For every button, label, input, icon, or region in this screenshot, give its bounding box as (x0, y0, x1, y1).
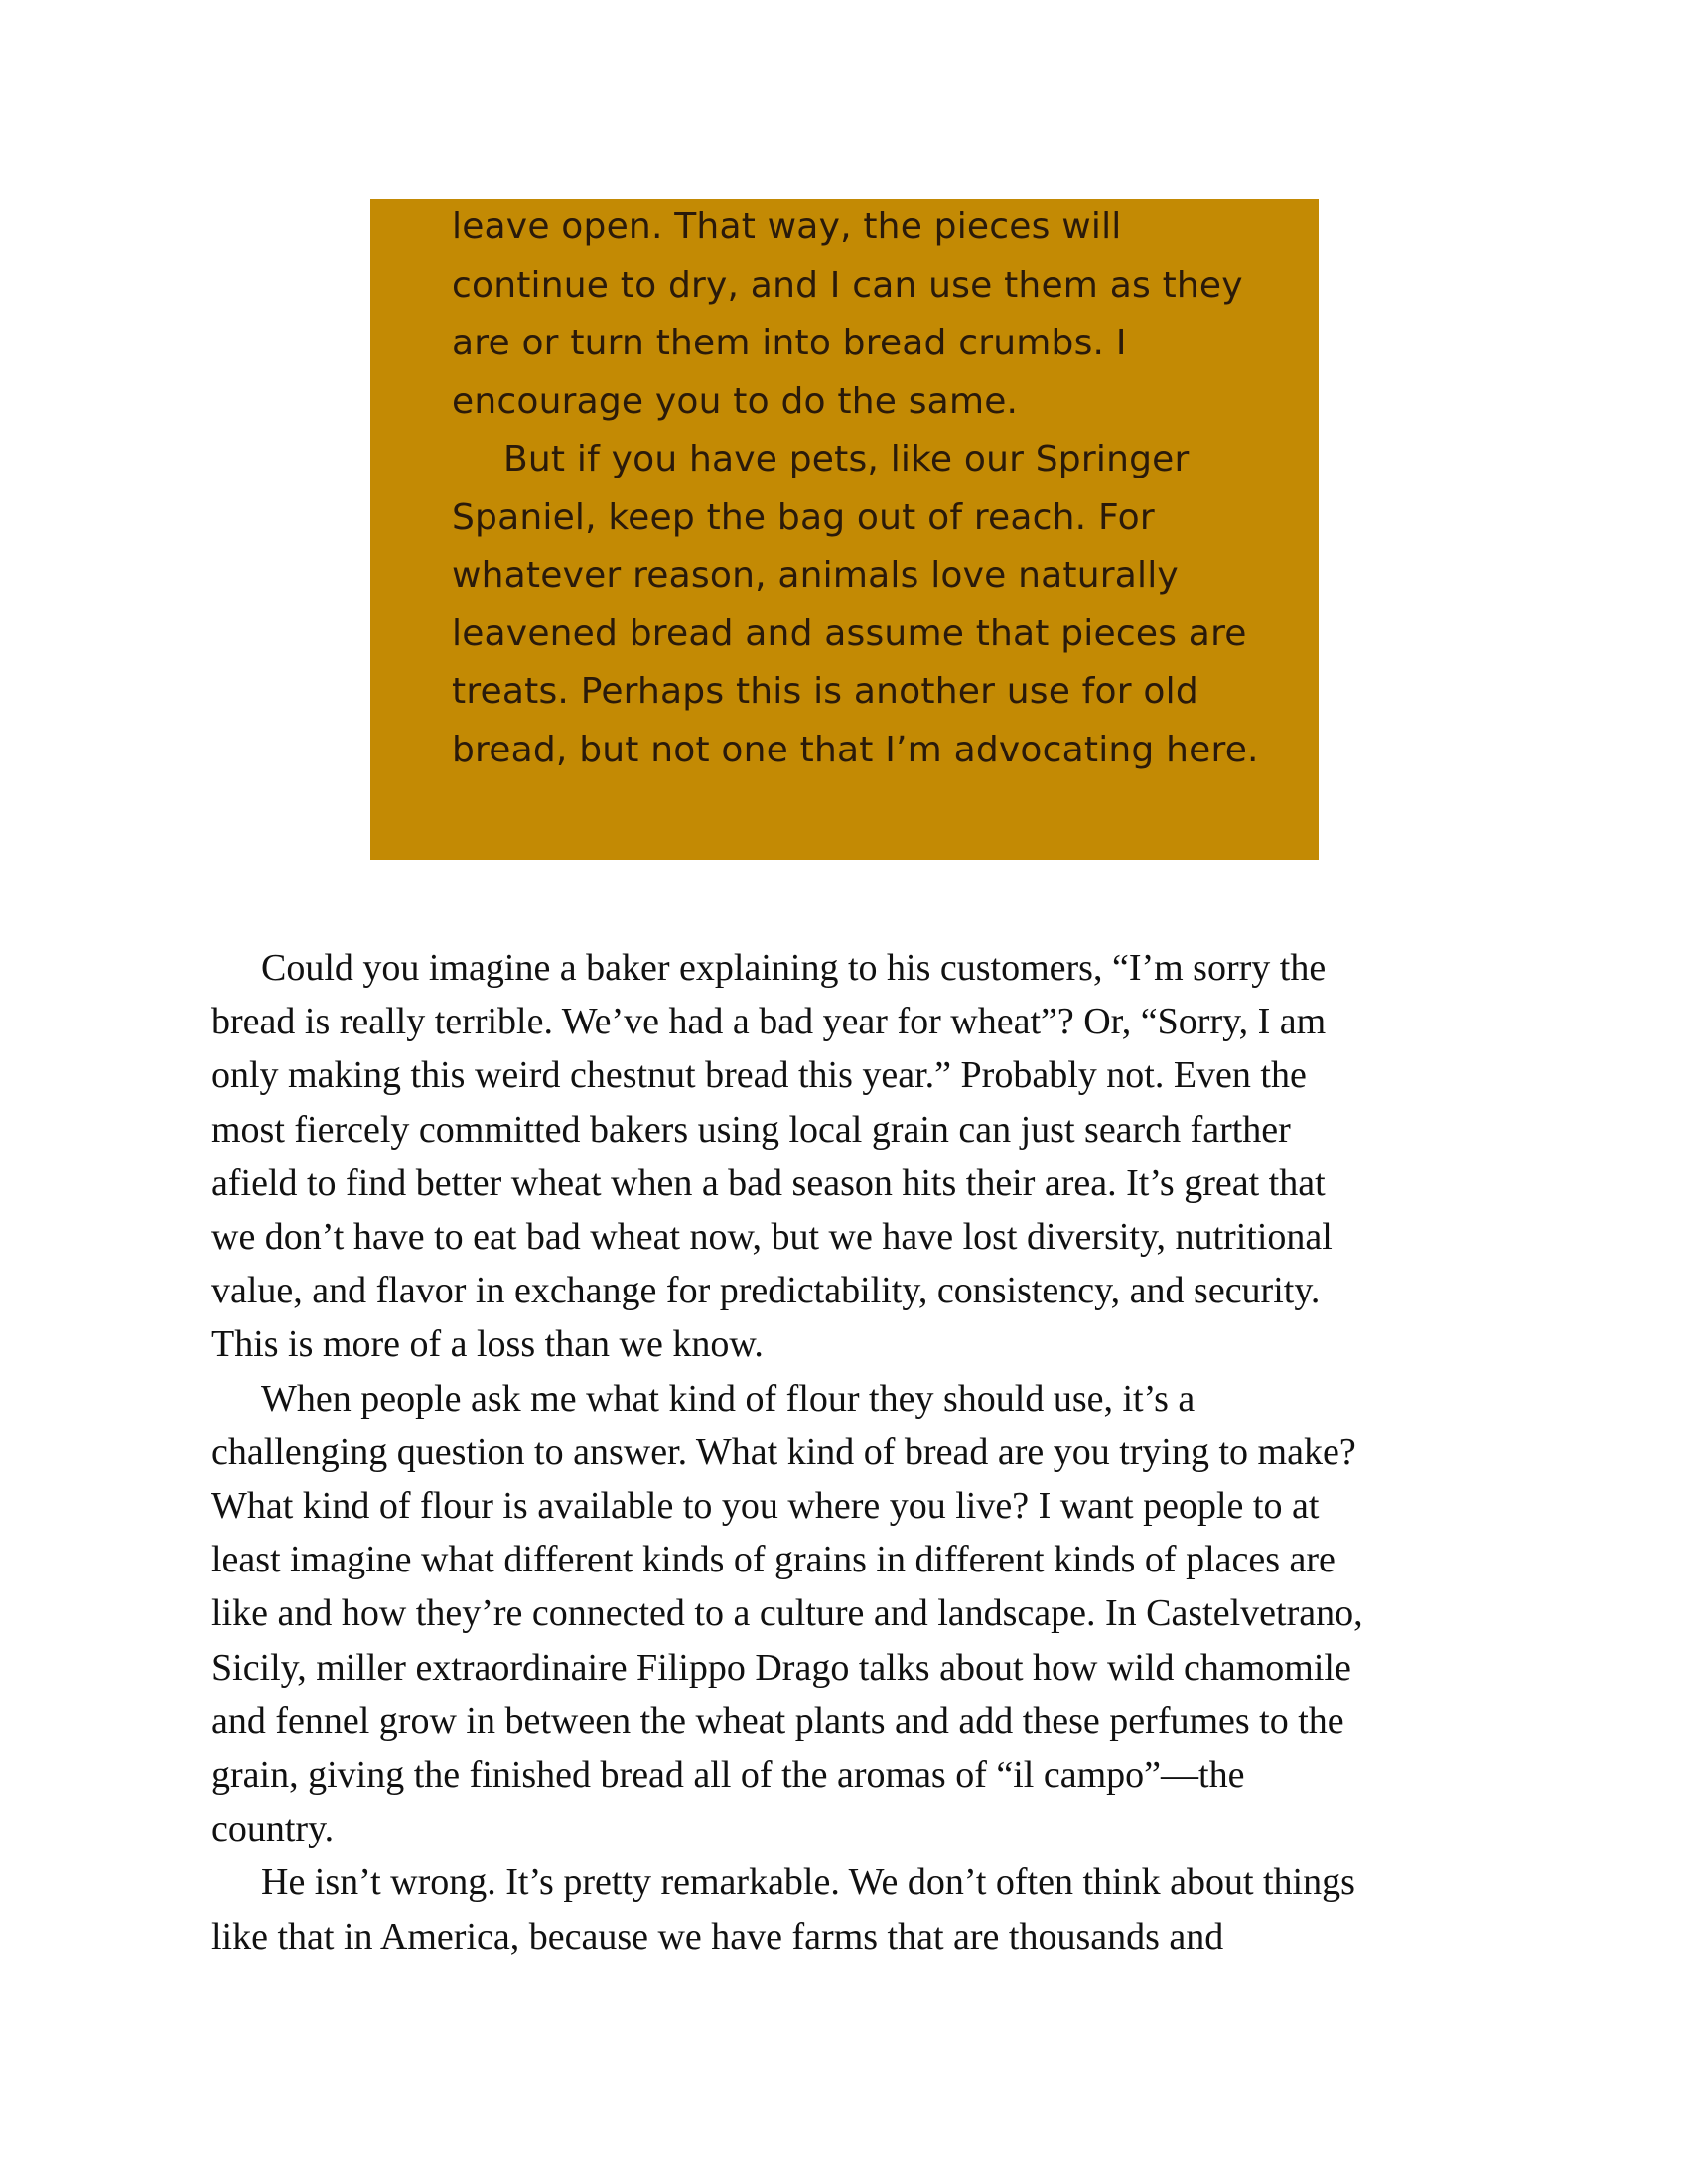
sidebar-line: leavened bread and assume that pieces are (452, 613, 1247, 654)
body-line: country. (211, 1808, 335, 1850)
body-line: most fiercely committed bakers using local grain can just search farther (211, 1108, 1291, 1151)
body-line: least imagine what different kinds of grains in different kinds of places are (211, 1539, 1336, 1581)
sidebar-line: bread, but not one that I’m advocating here. (452, 729, 1259, 770)
body-line: bread is really terrible. We’ve had a bad year for wheat”? Or, “Sorry, I am (211, 1001, 1327, 1043)
body-line: we don’t have to eat bad wheat now, but we have lost diversity, nutritional (211, 1216, 1333, 1259)
body-line: only making this weird chestnut bread this year.” Probably not. Even the (211, 1054, 1307, 1097)
body-line: Could you imagine a baker explaining to his customers, “I’m sorry the (261, 947, 1327, 989)
sidebar-line: But if you have pets, like our Springer (503, 439, 1190, 479)
body-line: What kind of flour is available to you where you live? I want people to at (211, 1485, 1320, 1528)
body-text (211, 941, 1502, 1964)
body-line: Sicily, miller extraordinaire Filippo Drago talks about how wild chamomile (211, 1646, 1351, 1689)
sidebar-text (452, 199, 1286, 779)
sidebar-line: treats. Perhaps this is another use for old (452, 671, 1198, 712)
body-line: challenging question to answer. What kind of bread are you trying to make? (211, 1431, 1356, 1473)
body-line: He isn’t wrong. It’s pretty remarkable. We don’t often think about things (261, 1861, 1355, 1904)
body-line: value, and flavor in exchange for predictability, consistency, and security. (211, 1270, 1321, 1312)
body-line: When people ask me what kind of flour they should use, it’s a (261, 1377, 1196, 1420)
sidebar-line: Spaniel, keep the bag out of reach. For (452, 496, 1155, 538)
body-line: like and how they’re connected to a culture and landscape. In Castelvetrano, (211, 1592, 1363, 1635)
sidebar-box (370, 199, 1319, 860)
sidebar-line: whatever reason, animals love naturally (452, 555, 1179, 596)
body-line: afield to find better wheat when a bad season hits their area. It’s great that (211, 1161, 1326, 1204)
body-line: like that in America, because we have farms that are thousands and (211, 1915, 1224, 1958)
sidebar-line: continue to dry, and I can use them as they (452, 264, 1243, 306)
body-line: grain, giving the finished bread all of the aromas of “il campo”—the (211, 1754, 1245, 1797)
body-line: and fennel grow in between the wheat plants and add these perfumes to the (211, 1700, 1344, 1742)
body-line: This is more of a loss than we know. (211, 1323, 764, 1366)
sidebar-line: are or turn them into bread crumbs. I (452, 323, 1127, 363)
sidebar-line: leave open. That way, the pieces will (452, 206, 1122, 247)
sidebar-line: encourage you to do the same. (452, 380, 1019, 422)
